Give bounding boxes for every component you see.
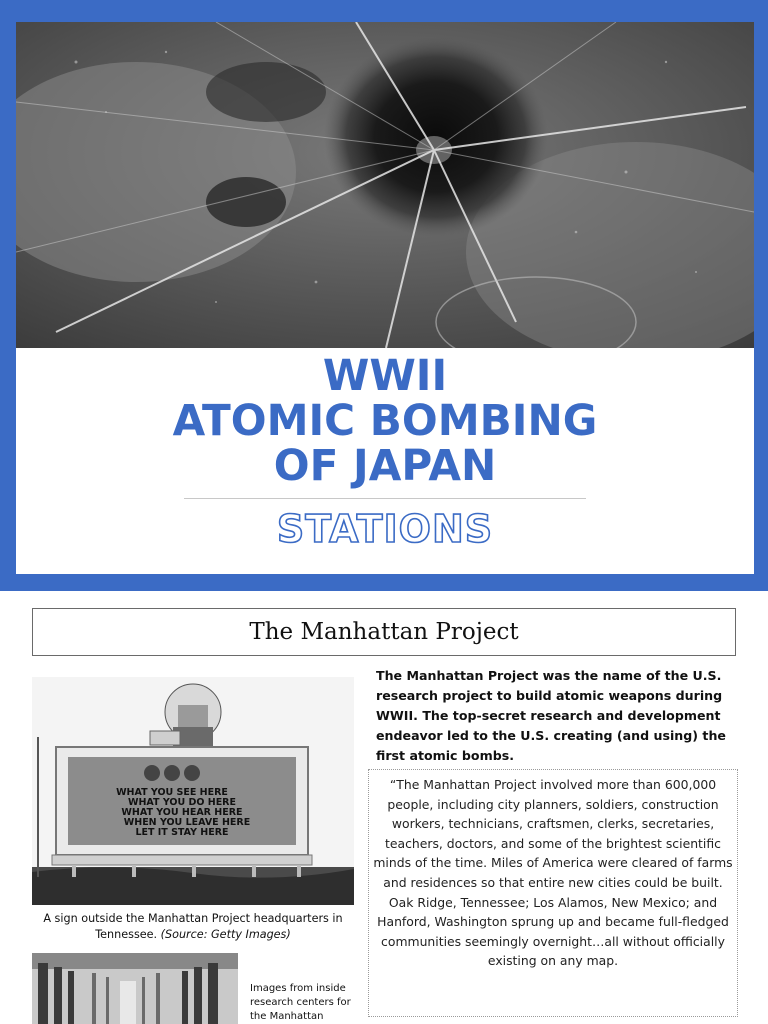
lab-caption: Images from inside research centers for the Manhattan: [250, 983, 351, 1022]
cover-title: [16, 351, 754, 491]
intro-paragraph: The Manhattan Project was the name of the U.S. research project to build atomic weapons during WWII. The top-secret research and development endeavor led to the U.S. creating (and using) the first atomic bombs.: [376, 668, 726, 763]
title-divider: [184, 498, 586, 499]
manhattan-project-page: [0, 591, 768, 1024]
billboard-caption: [32, 911, 354, 943]
cover-card: [16, 22, 754, 574]
billboard-caption-text: A sign outside the Manhattan Project headquarters in Tennessee.: [43, 912, 343, 941]
billboard-line: WHEN YOU LEAVE HERE: [123, 817, 251, 828]
quote-text: “The Manhattan Project involved more than 600,000 people, including city planners, soldiers, construction workers, technicians, craftsmen, clerks, secretaries, teachers, doctors, and some of the brightest scientific minds of the time. Miles of America were cleared of farms and residences so that entire new cities could be built. Oak Ridge, Tennessee; Los Alamos, New Mexico; and Hanford, Washington sprung up and became full-fledged communities seemingly overnight…all without officially existing on any map.: [373, 777, 733, 969]
cover-title-line1: WWII: [322, 351, 448, 401]
cover-title-line2: ATOMIC BOMBING: [172, 396, 598, 446]
billboard-photo: [32, 677, 354, 905]
billboard-caption-source: (Source: Getty Images): [160, 928, 291, 941]
billboard-line: WHAT YOU SEE HERE: [116, 787, 228, 798]
billboard-line: WHAT YOU DO HERE: [128, 797, 236, 808]
billboard-line: LET IT STAY HERE: [135, 827, 229, 838]
cover-subtitle: STATIONS: [276, 507, 494, 551]
billboard-line: WHAT YOU HEAR HERE: [121, 807, 243, 818]
section-title: The Manhattan Project: [32, 608, 736, 656]
lab-photo: [32, 953, 238, 1024]
crater-photo: [16, 22, 754, 348]
cover-title-line3: OF JAPAN: [273, 441, 497, 491]
